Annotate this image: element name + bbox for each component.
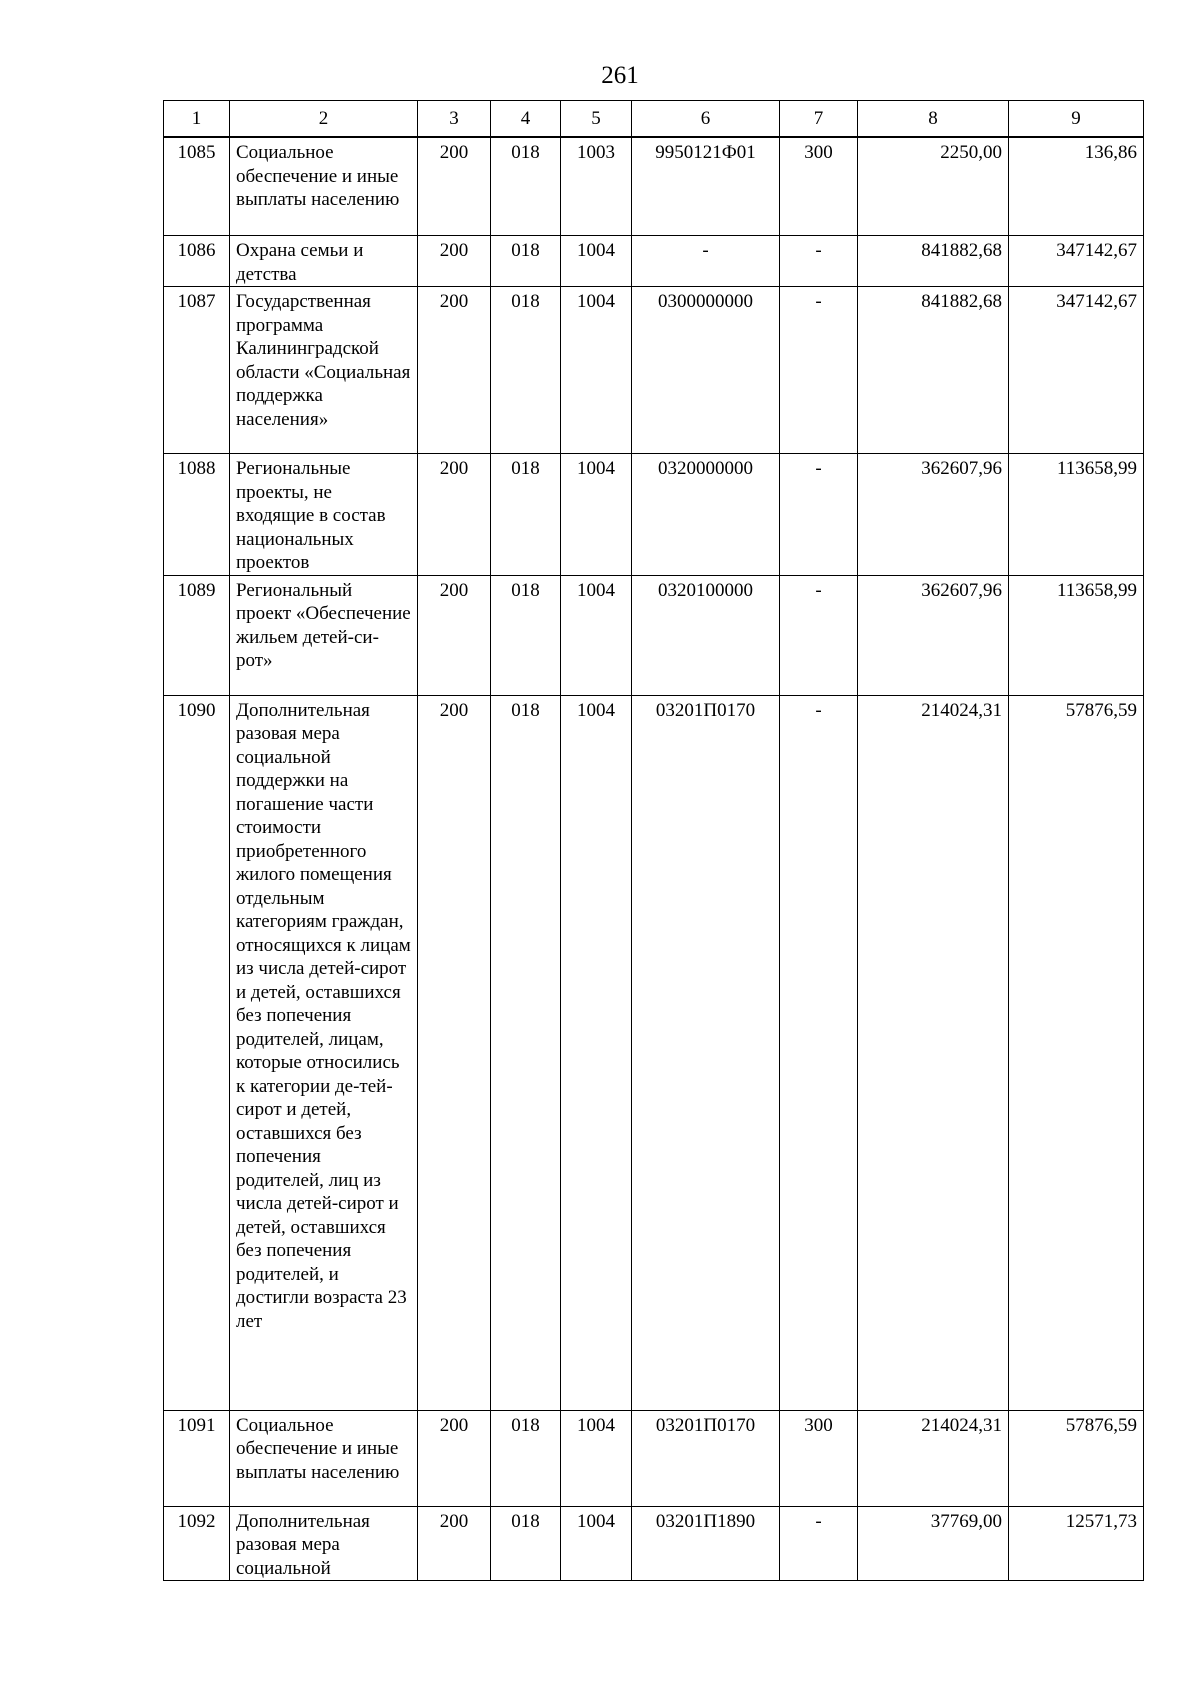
cell-col8: 362607,96 (858, 454, 1009, 576)
row-number: 1089 (164, 575, 230, 695)
header-cell: 5 (561, 101, 632, 138)
header-cell: 7 (780, 101, 858, 138)
cell-col9: 347142,67 (1009, 236, 1144, 287)
row-name: Региональные проекты, не входящие в состав национальных проектов (230, 454, 418, 576)
cell-col4: 018 (491, 236, 561, 287)
cell-col3: 200 (418, 575, 491, 695)
cell-col3: 200 (418, 1506, 491, 1581)
table-row (164, 137, 1144, 236)
cell-col8: 2250,00 (858, 137, 1009, 236)
cell-col3: 200 (418, 287, 491, 454)
cell-col6: 0300000000 (632, 287, 780, 454)
row-name: Социальное обеспечение и иные выплаты населению (230, 1410, 418, 1506)
cell-col4: 018 (491, 1410, 561, 1506)
cell-col5: 1003 (561, 137, 632, 236)
cell-col7: 300 (780, 137, 858, 236)
cell-col3: 200 (418, 695, 491, 1410)
header-cell: 8 (858, 101, 1009, 138)
header-row (164, 101, 1144, 138)
cell-col7: - (780, 236, 858, 287)
row-name: Дополнительная разовая мера социальной (230, 1506, 418, 1581)
cell-col6: 03201П1890 (632, 1506, 780, 1581)
row-number: 1087 (164, 287, 230, 454)
table-row (164, 575, 1144, 695)
cell-col6: 0320100000 (632, 575, 780, 695)
cell-col6: 9950121Ф01 (632, 137, 780, 236)
row-number: 1088 (164, 454, 230, 576)
cell-col8: 362607,96 (858, 575, 1009, 695)
cell-col4: 018 (491, 695, 561, 1410)
cell-col5: 1004 (561, 695, 632, 1410)
cell-col8: 841882,68 (858, 236, 1009, 287)
cell-col7: 300 (780, 1410, 858, 1506)
header-cell: 1 (164, 101, 230, 138)
cell-col5: 1004 (561, 575, 632, 695)
cell-col4: 018 (491, 575, 561, 695)
cell-col3: 200 (418, 454, 491, 576)
table-row (164, 1506, 1144, 1581)
cell-col6: 03201П0170 (632, 1410, 780, 1506)
cell-col5: 1004 (561, 454, 632, 576)
row-number: 1085 (164, 137, 230, 236)
cell-col9: 57876,59 (1009, 1410, 1144, 1506)
header-cell: 9 (1009, 101, 1144, 138)
cell-col7: - (780, 287, 858, 454)
table-row (164, 1410, 1144, 1506)
cell-col9: 136,86 (1009, 137, 1144, 236)
cell-col8: 214024,31 (858, 1410, 1009, 1506)
row-number: 1086 (164, 236, 230, 287)
header-cell: 3 (418, 101, 491, 138)
cell-col8: 214024,31 (858, 695, 1009, 1410)
cell-col7: - (780, 695, 858, 1410)
budget-table (163, 100, 1144, 1581)
row-number: 1092 (164, 1506, 230, 1581)
cell-col6: - (632, 236, 780, 287)
cell-col8: 841882,68 (858, 287, 1009, 454)
cell-col4: 018 (491, 287, 561, 454)
cell-col3: 200 (418, 236, 491, 287)
cell-col4: 018 (491, 1506, 561, 1581)
cell-col5: 1004 (561, 287, 632, 454)
page-number: 261 (601, 62, 639, 89)
table-row (164, 287, 1144, 454)
cell-col6: 03201П0170 (632, 695, 780, 1410)
cell-col3: 200 (418, 137, 491, 236)
cell-col6: 0320000000 (632, 454, 780, 576)
cell-col4: 018 (491, 137, 561, 236)
cell-col5: 1004 (561, 1410, 632, 1506)
row-name: Дополнительная разовая мера социальной поддержки на погашение части стоимости приобретенного жилого помещения отдельным категориям граждан, относящихся к лицам из числа детей-сирот и детей, оставшихся без попечения родителей, лицам, которые относились к категории де-тей-сирот и детей, оставшихся без попечения родителей, лиц из числа детей-сирот и детей, оставшихся без попечения родителей, и достигли возраста 23 лет (230, 695, 418, 1410)
table-row (164, 454, 1144, 576)
table-row (164, 695, 1144, 1410)
cell-col5: 1004 (561, 236, 632, 287)
cell-col7: - (780, 575, 858, 695)
header-cell: 2 (230, 101, 418, 138)
row-name: Социальное обеспечение и иные выплаты населению (230, 137, 418, 236)
cell-col9: 57876,59 (1009, 695, 1144, 1410)
row-number: 1090 (164, 695, 230, 1410)
table-row (164, 236, 1144, 287)
cell-col7: - (780, 1506, 858, 1581)
row-number: 1091 (164, 1410, 230, 1506)
cell-col8: 37769,00 (858, 1506, 1009, 1581)
cell-col5: 1004 (561, 1506, 632, 1581)
header-cell: 6 (632, 101, 780, 138)
row-name: Региональный проект «Обеспечение жильем детей-си-рот» (230, 575, 418, 695)
row-name: Охрана семьи и детства (230, 236, 418, 287)
cell-col9: 113658,99 (1009, 454, 1144, 576)
cell-col9: 347142,67 (1009, 287, 1144, 454)
header-cell: 4 (491, 101, 561, 138)
cell-col7: - (780, 454, 858, 576)
cell-col4: 018 (491, 454, 561, 576)
cell-col9: 12571,73 (1009, 1506, 1144, 1581)
cell-col9: 113658,99 (1009, 575, 1144, 695)
row-name: Государственная программа Калининградской области «Социальная поддержка населения» (230, 287, 418, 454)
cell-col3: 200 (418, 1410, 491, 1506)
